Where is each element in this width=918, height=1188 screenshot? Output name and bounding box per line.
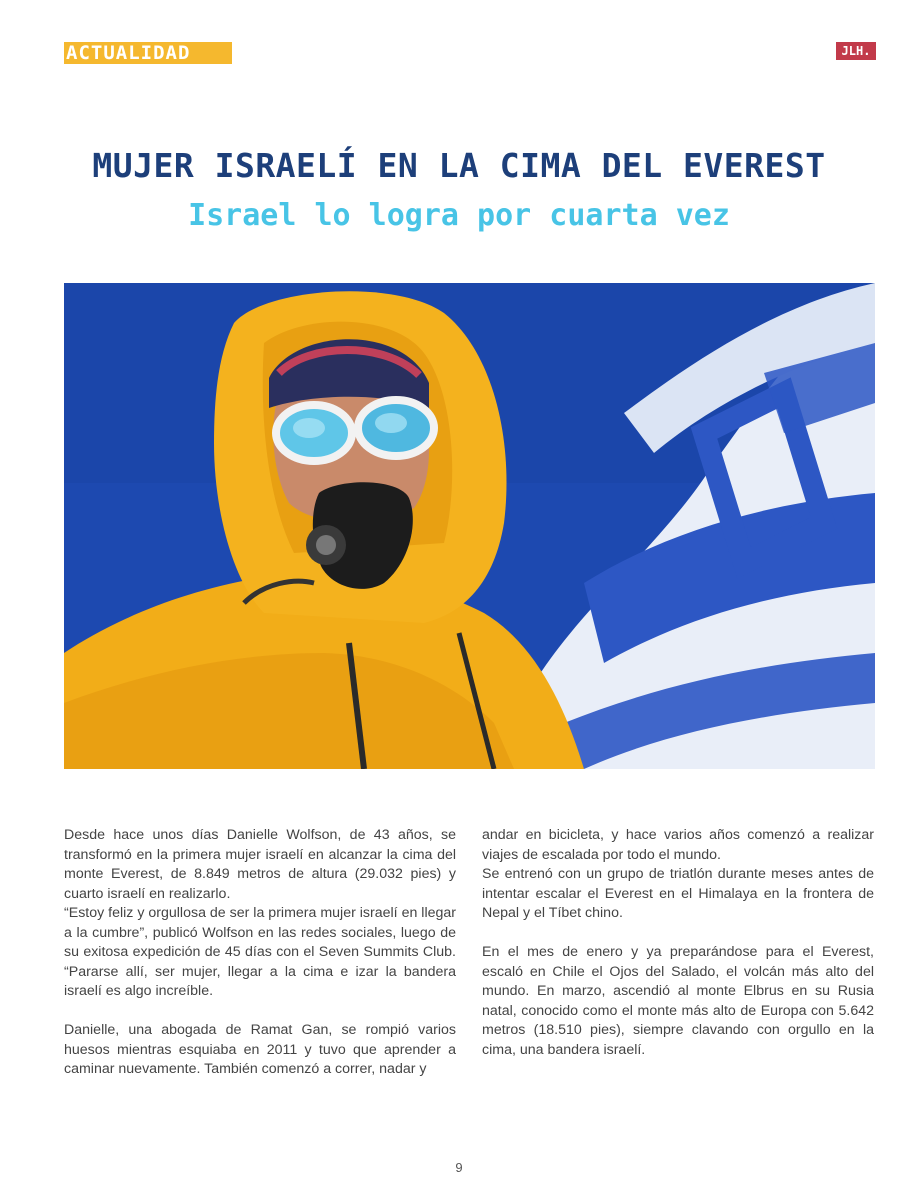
page-number: 9 (455, 1160, 463, 1175)
climber-with-flag-illustration (64, 283, 875, 769)
paragraph: Danielle, una abogada de Ramat Gan, se rompió varios huesos mientras esquiaba en 2011 y tuvo que aprender a caminar nuevamente. También comenzó a correr, nadar y (64, 1022, 456, 1077)
article-column-left (64, 826, 456, 1080)
section-tag: ACTUALIDAD (64, 42, 232, 64)
article-column-right (482, 826, 874, 1060)
paragraph: “Estoy feliz y orgullosa de ser la primera mujer israelí en llegar a la cumbre”, publicó Wolfson en las redes sociales, luego de su exitosa expedición de 45 días con el Seven Summits Club. “Pararse allí, ser mujer, llegar a la cima e izar la bandera israelí es algo increíble. (64, 905, 456, 999)
article-subtitle: Israel lo logra por cuarta vez (188, 198, 730, 233)
paragraph: Desde hace unos días Danielle Wolfson, de 43 años, se transformó en la primera mujer israelí en alcanzar la cima del monte Everest, de 8.849 metros de altura (29.032 pies) y cuarto israelí en realizarlo. (64, 827, 456, 902)
article-photo (64, 283, 875, 769)
paragraph: En el mes de enero y ya preparándose para el Everest, escaló en Chile el Ojos del Salado, el volcán más alto del mundo. En marzo, ascendió al monte Elbrus en su Rusia natal, conocido como el monte más alto de Europa con 5.642 metros (18.510 pies), siempre clavando con orgullo en la cima, una bandera israelí. (482, 944, 874, 1058)
paragraph: Se entrenó con un grupo de triatlón durante meses antes de intentar escalar el Everest en el Himalaya en la frontera de Nepal y el Tíbet chino. (482, 866, 874, 921)
paragraph: andar en bicicleta, y hace varios años comenzó a realizar viajes de escalada por todo el mundo. (482, 827, 874, 863)
brand-logo: JLH. (836, 42, 876, 60)
article-title: MUJER ISRAELÍ EN LA CIMA DEL EVEREST (92, 146, 826, 185)
